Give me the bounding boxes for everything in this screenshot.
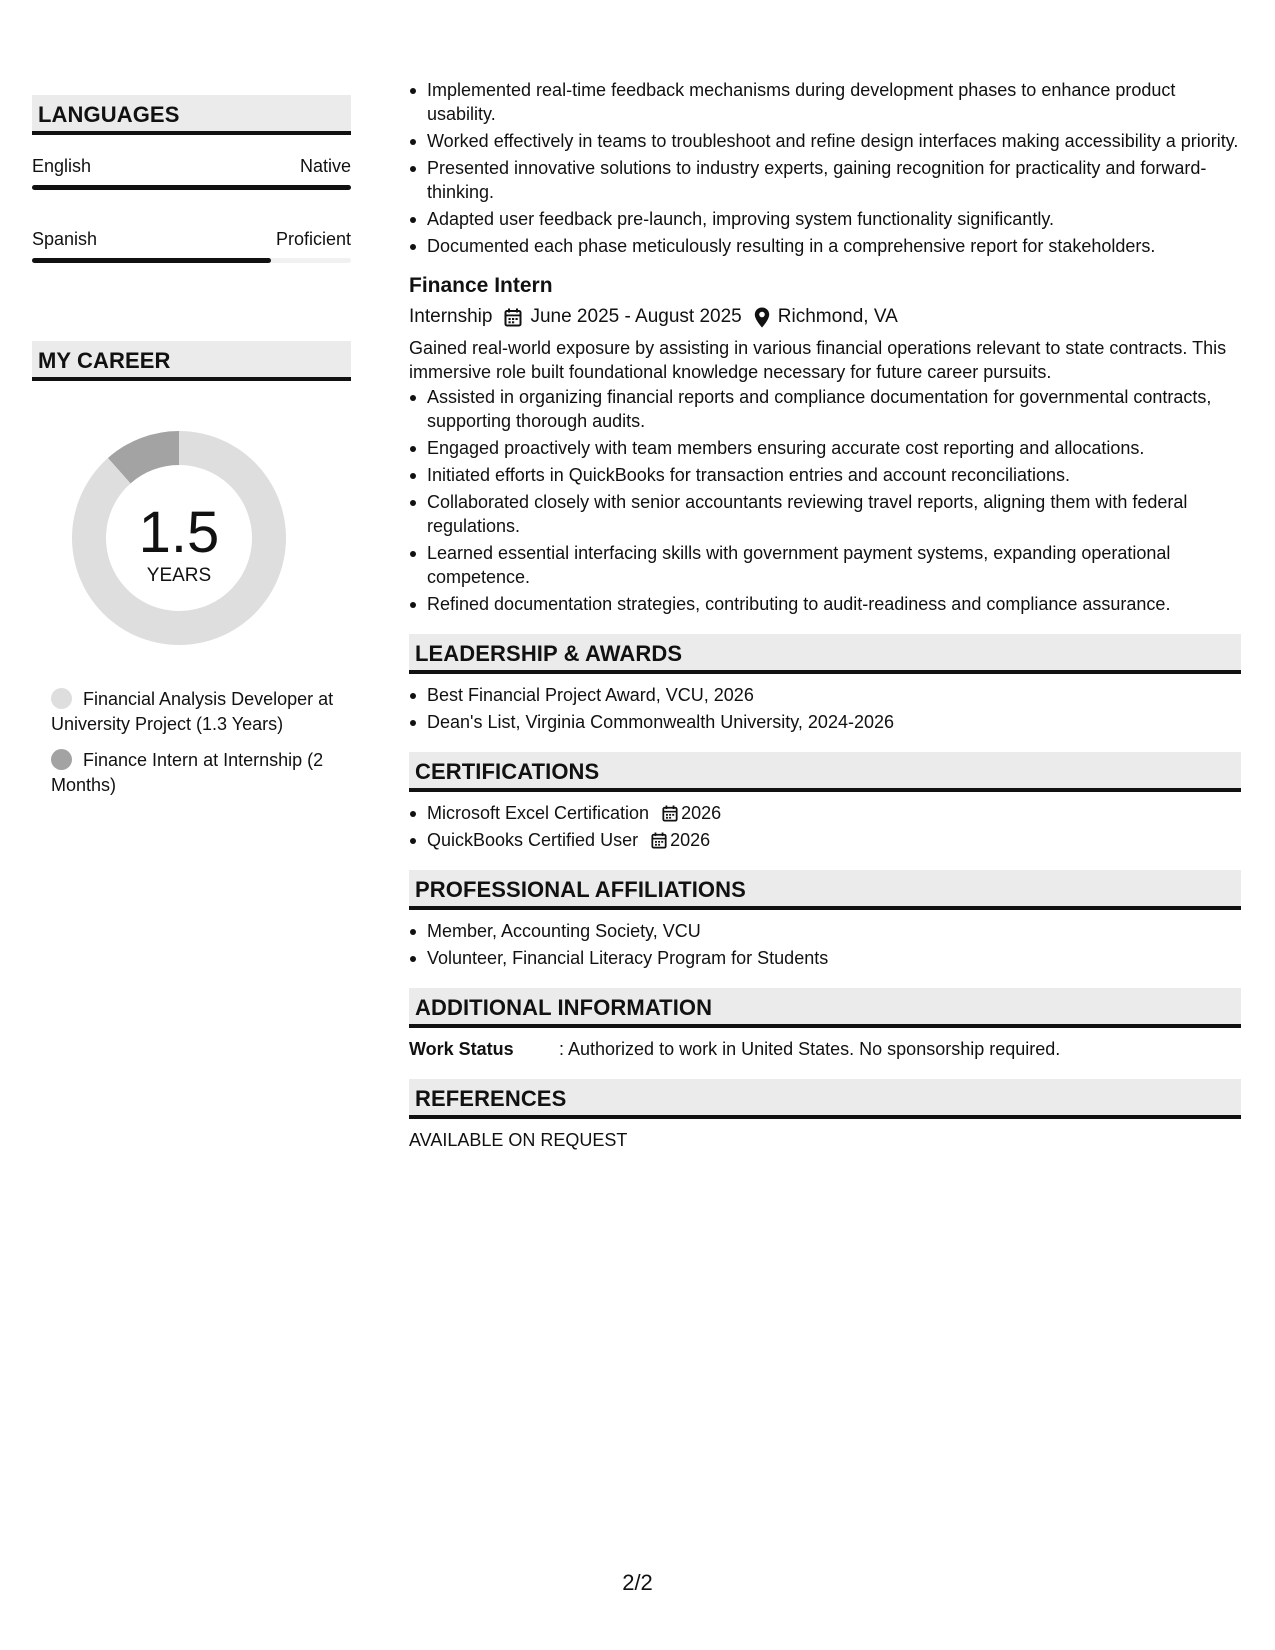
- career-donut-chart: [66, 425, 292, 651]
- list-item: Implemented real-time feedback mechanisms during development phases to enhance product usability.: [409, 78, 1241, 126]
- language-proficiency-fill: [32, 185, 351, 190]
- certification-year: 2026: [670, 830, 711, 850]
- language-proficiency-fill: [32, 258, 271, 263]
- calendar-icon: [504, 308, 522, 327]
- job-dates: June 2025 - August 2025: [530, 306, 742, 327]
- legend-dot-icon: [51, 688, 72, 709]
- list-item: Volunteer, Financial Literacy Program for Students: [409, 946, 1241, 970]
- list-item: Learned essential interfacing skills with government payment systems, expanding operational competence.: [409, 541, 1241, 589]
- job-type: Internship: [409, 306, 493, 327]
- career-legend: [51, 687, 336, 798]
- career-legend-item: [51, 687, 336, 737]
- career-section: [32, 341, 351, 798]
- list-item: Dean's List, Virginia Commonwealth University, 2024-2026: [409, 710, 1241, 734]
- list-item: Worked effectively in teams to troubleshoot and refine design interfaces making accessibility a priority.: [409, 129, 1241, 153]
- career-total-unit: YEARS: [146, 565, 212, 586]
- work-status-row: [409, 1037, 1241, 1061]
- additional-info-heading: ADDITIONAL INFORMATION: [409, 988, 1241, 1028]
- language-level: Native: [299, 156, 351, 176]
- list-item: [409, 828, 1241, 852]
- certifications-section: [409, 752, 1241, 852]
- career-total-value: 1.5: [138, 500, 220, 565]
- legend-label: Financial Analysis Developer at University Project (1.3 Years): [51, 689, 334, 734]
- calendar-icon: [651, 832, 667, 849]
- list-item: Assisted in organizing financial reports and compliance documentation for governmental contracts, supporting thorough audits.: [409, 385, 1241, 433]
- languages-heading: LANGUAGES: [32, 95, 351, 135]
- left-column: [32, 95, 351, 809]
- location-pin-icon: [754, 307, 770, 328]
- list-item: Refined documentation strategies, contributing to audit-readiness and compliance assurance.: [409, 592, 1241, 616]
- references-text: AVAILABLE ON REQUEST: [409, 1130, 628, 1150]
- language-name: Spanish: [32, 229, 98, 249]
- job-entry: [409, 273, 1241, 616]
- certifications-heading: CERTIFICATIONS: [409, 752, 1241, 792]
- certification-year: 2026: [681, 803, 722, 823]
- certification-name: QuickBooks Certified User: [427, 830, 639, 850]
- legend-label: Finance Intern at Internship (2 Months): [51, 750, 324, 795]
- job-description: Gained real-world exposure by assisting in various financial operations relevant to state contracts. This immersive role built foundational knowledge necessary for future career pursuits.: [409, 338, 1227, 382]
- languages-section: [32, 95, 351, 263]
- list-item: Presented innovative solutions to industry experts, gaining recognition for practicality and forward-thinking.: [409, 156, 1241, 204]
- affiliations-heading: PROFESSIONAL AFFILIATIONS: [409, 870, 1241, 910]
- previous-job-bullets: [409, 78, 1241, 258]
- list-item: Initiated efforts in QuickBooks for transaction entries and account reconciliations.: [409, 463, 1241, 487]
- list-item: Collaborated closely with senior accountants reviewing travel reports, aligning them with federal regulations.: [409, 490, 1241, 538]
- list-item: Adapted user feedback pre-launch, improving system functionality significantly.: [409, 207, 1241, 231]
- list-item: Best Financial Project Award, VCU, 2026: [409, 683, 1241, 707]
- job-location: Richmond, VA: [777, 306, 898, 327]
- language-name: English: [32, 156, 92, 176]
- additional-info-section: [409, 988, 1241, 1061]
- awards-section: [409, 634, 1241, 734]
- work-status-value: : Authorized to work in United States. No sponsorship required.: [559, 1039, 1061, 1059]
- list-item: [409, 801, 1241, 825]
- job-title: Finance Intern: [409, 274, 553, 297]
- affiliations-section: [409, 870, 1241, 970]
- career-heading: MY CAREER: [32, 341, 351, 381]
- list-item: Documented each phase meticulously resulting in a comprehensive report for stakeholders.: [409, 234, 1241, 258]
- career-legend-item: [51, 748, 336, 798]
- references-heading: REFERENCES: [409, 1079, 1241, 1119]
- right-column: [409, 78, 1241, 1152]
- page-number: 2/2: [622, 1570, 653, 1595]
- list-item: Engaged proactively with team members ensuring accurate cost reporting and allocations.: [409, 436, 1241, 460]
- job-meta: [409, 304, 1241, 330]
- legend-dot-icon: [51, 749, 72, 770]
- references-section: [409, 1079, 1241, 1152]
- job-bullets: [409, 385, 1241, 616]
- work-status-label: Work Status: [409, 1039, 514, 1059]
- language-proficiency-bar: [32, 185, 351, 190]
- language-level: Proficient: [275, 229, 351, 249]
- language-proficiency-bar: [32, 258, 351, 263]
- language-item: [32, 228, 351, 263]
- calendar-icon: [662, 805, 678, 822]
- language-item: [32, 155, 351, 190]
- certification-name: Microsoft Excel Certification: [427, 803, 650, 823]
- awards-heading: LEADERSHIP & AWARDS: [409, 634, 1241, 674]
- list-item: Member, Accounting Society, VCU: [409, 919, 1241, 943]
